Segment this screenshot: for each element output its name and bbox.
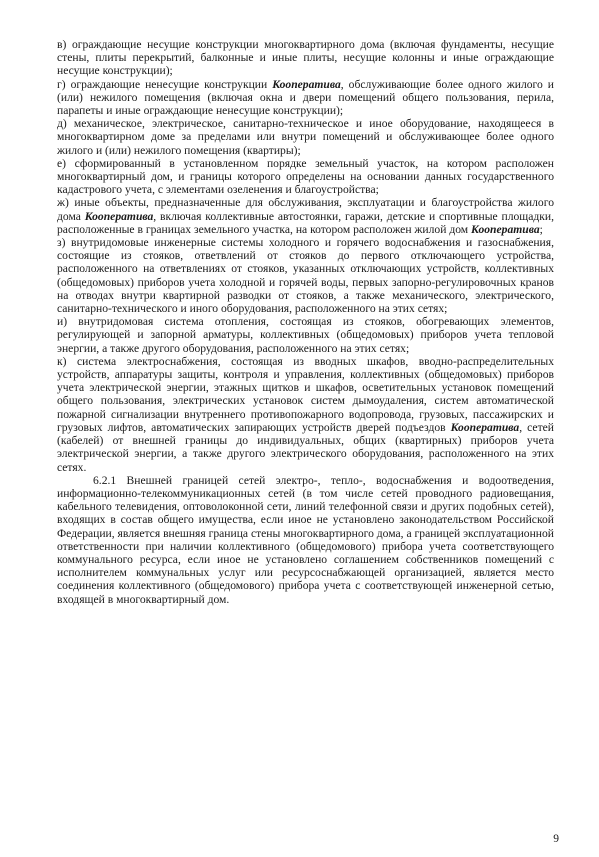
- cooperative-name: Кооператива: [84, 209, 154, 223]
- paragraph-i: и) внутридомовая система отопления, состоящая из стояков, обогревающих элементов, регулирующей и запорной арматуры, коллективных (общедомовых) приборов учета тепловой энергии, а также другого оборудования, расположенного на этих сетях;: [57, 315, 554, 355]
- paragraph-k: к) система электроснабжения, состоящая из вводных шкафов, вводно-распределительных устройств, аппаратуры защиты, контроля и управления, коллективных (общедомовых) приборов учета электрической энергии, этажных щитков и шкафов, осветительных установок помещений общего пользования, электрических установок систем дымоудаления, систем автоматической пожарной сигнализации внутреннего противопожарного водопровода, грузовых, пассажирских и грузовых лифтов, автоматических запирающих устройств дверей подъездов Кооператива, сетей (кабелей) от внешней границы до индивидуальных, общих (квартирных) приборов учета электрической энергии, а также другого электрического оборудования, расположенного на этих сетях.: [57, 354, 554, 474]
- paragraph-e: е) сформированный в установленном порядке земельный участок, на котором расположен многоквартирный дом, и границы которого определены на основании данных государственного кадастрового учета, с элементами озеленения и благоустройства;: [57, 156, 554, 197]
- page-number: 9: [553, 833, 559, 845]
- cooperative-name: Кооператива: [450, 420, 520, 434]
- paragraph-g: г) ограждающие ненесущие конструкции Кооператива, обслуживающие более одного жилого и (или) нежилого помещения (включая окна и двери помещений общего пользования, перила, парапеты и иные ограждающие ненесущие конструкции);: [57, 77, 555, 118]
- cooperative-name: Кооператива: [471, 222, 540, 236]
- document-page: [57, 38, 554, 606]
- cooperative-name: Кооператива: [272, 77, 341, 91]
- paragraph-v: в) ограждающие несущие конструкции многоквартирного дома (включая фундаменты, несущие стены, плиты перекрытий, балконные и иные плиты, несущие колонны и иные ограждающие несущие конструкции);: [57, 38, 554, 78]
- paragraph-6-2-1: 6.2.1 Внешней границей сетей электро-, тепло-, водоснабжения и водоотведения, информационно-телекоммуникационных сетей (в том числе сетей проводного радиовещания, кабельного телевидения, оптоволоконной сети, линий телефонной связи и других подобных сетей), входящих в состав общего имущества, если иное не установлено законодательством Российской Федерации, является внешняя граница стены многоквартирного дома, а границей эксплуатационной ответственности при наличии коллективного (общедомового) прибора учета соответствующего коммунального ресурса, если иное не установлено соглашением собственников помещений с исполнителем коммунальных услуг или ресурсоснабжающей организацией, является место соединения коллективного (общедомового) прибора учета с соответствующей инженерной сетью, входящей в многоквартирный дом.: [57, 473, 554, 606]
- paragraph-zh: ж) иные объекты, предназначенные для обслуживания, эксплуатации и благоустройства жилого дома Кооператива, включая коллективные автостоянки, гаражи, детские и спортивные площадки, расположенные в границах земельного участка, на котором расположен жилой дом Кооператива;: [57, 196, 554, 236]
- paragraph-z: з) внутридомовые инженерные системы холодного и горячего водоснабжения и газоснабжения, состоящие из стояков, ответвлений от стояков до первого отключающего устройства, расположенного на ответвлениях от стояков, указанных отключающих устройств, коллективных (общедомовых) приборов учета холодной и горячей воды, первых запорно-регулировочных кранов на отводах внутри квартирной разводки от стояков, а также механического, электрического, санитарно-технического и иного оборудования, расположенного на этих сетях;: [57, 236, 554, 316]
- paragraph-d: д) механическое, электрическое, санитарно-техническое и иное оборудование, находящееся в многоквартирном доме за пределами или внутри помещений и обслуживающее более одного жилого и (или) нежилого помещения (квартиры);: [57, 117, 554, 157]
